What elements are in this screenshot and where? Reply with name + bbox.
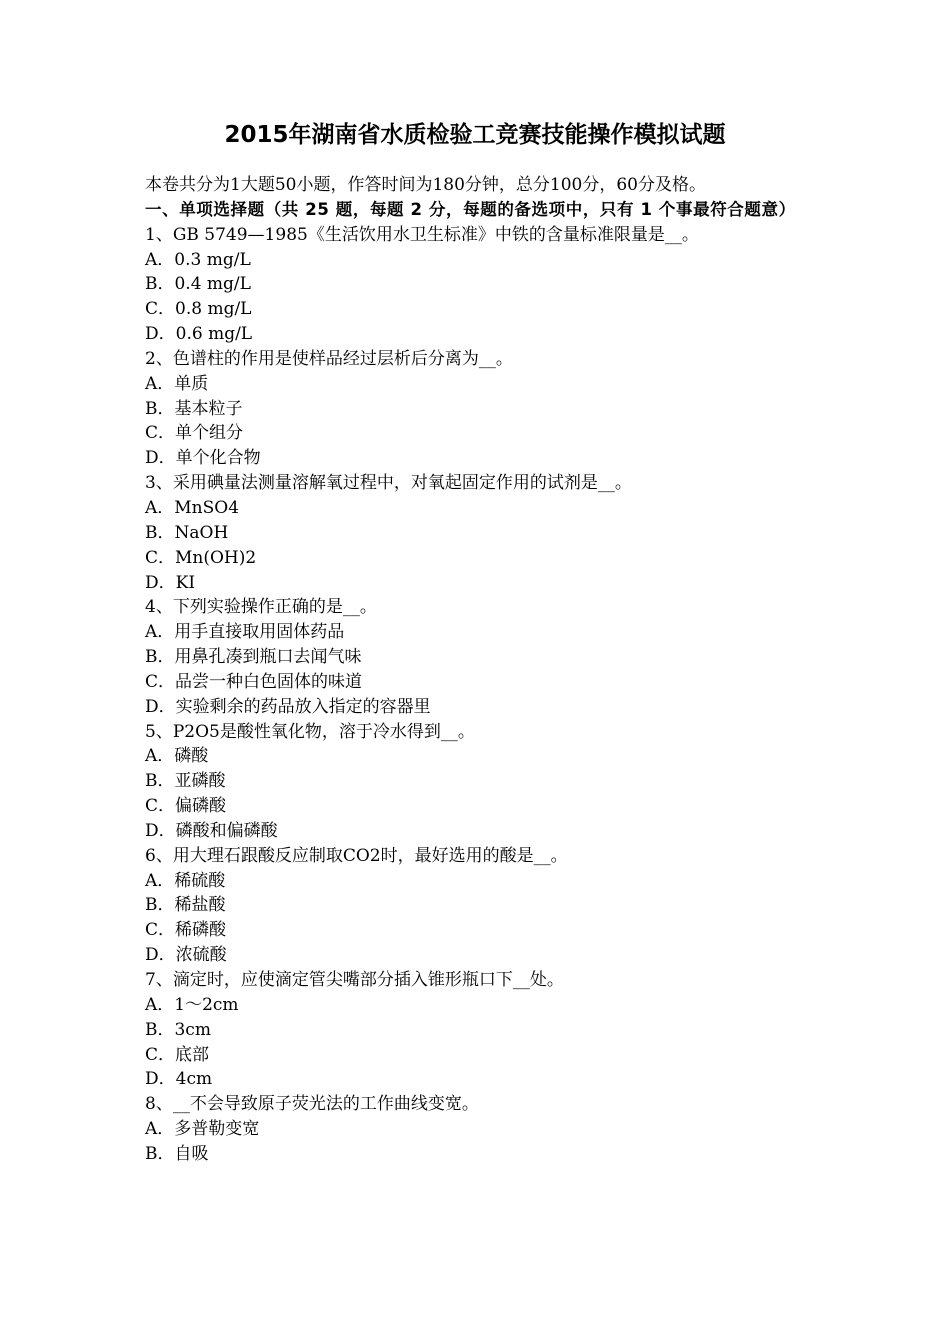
document-title: 2015年湖南省水质检验工竞赛技能操作模拟试题	[224, 122, 726, 148]
answer-option: A．单质	[145, 373, 209, 394]
question-stem: 6、用大理石跟酸反应制取CO2时，最好选用的酸是__。	[145, 845, 568, 866]
answer-option: D．0.6 mg/L	[145, 324, 253, 345]
answer-option: C．稀磷酸	[145, 920, 227, 941]
document-body	[145, 173, 815, 1167]
question-item	[145, 720, 815, 844]
question-stem: 4、下列实验操作正确的是__。	[145, 597, 377, 618]
answer-option: B．NaOH	[145, 522, 229, 543]
answer-option: D．磷酸和偏磷酸	[145, 820, 278, 841]
answer-option: A．1～2cm	[145, 994, 239, 1015]
question-item	[145, 844, 815, 968]
question-item	[145, 223, 815, 347]
answer-option: B．用鼻孔凑到瓶口去闻气味	[145, 647, 362, 668]
answer-option: A．用手直接取用固体药品	[145, 622, 345, 643]
answer-option: C．底部	[145, 1044, 210, 1065]
answer-option: C．品尝一种白色固体的味道	[145, 671, 363, 692]
answer-option: A．稀硫酸	[145, 870, 226, 891]
question-stem: 1、GB 5749—1985《生活饮用水卫生标准》中铁的含量标准限量是__。	[145, 224, 699, 245]
answer-option: A．磷酸	[145, 746, 209, 767]
answer-option: D．4cm	[145, 1069, 213, 1090]
answer-option: D．实验剩余的药品放入指定的容器里	[145, 696, 431, 717]
question-stem: 3、采用碘量法测量溶解氧过程中，对氧起固定作用的试剂是__。	[145, 473, 632, 494]
answer-option: A．0.3 mg/L	[145, 249, 251, 270]
answer-option: B．基本粒子	[145, 398, 243, 419]
question-stem: 8、__不会导致原子荧光法的工作曲线变宽。	[145, 1094, 479, 1115]
question-stem: 7、滴定时，应使滴定管尖嘴部分插入锥形瓶口下__处。	[145, 970, 564, 990]
answer-option: A．MnSO4	[145, 497, 240, 518]
question-item	[145, 471, 815, 595]
answer-option: B．亚磷酸	[145, 771, 226, 792]
answer-option: D．单个化合物	[145, 448, 261, 469]
section-heading: 一、单项选择题（共 25 题，每题 2 分，每题的备选项中，只有 1 个事最符合题意）	[145, 199, 796, 219]
question-item	[145, 968, 815, 1092]
answer-option: B．自吸	[145, 1143, 209, 1164]
question-stem: 2、色谱柱的作用是使样品经过层析后分离为__。	[145, 348, 513, 369]
answer-option: C．0.8 mg/L	[145, 299, 252, 320]
question-stem: 5、P2O5是酸性氧化物，溶于冷水得到__。	[145, 721, 475, 742]
answer-option: C．偏磷酸	[145, 796, 227, 817]
answer-option: C．Mn(OH)2	[145, 547, 257, 568]
question-item	[145, 347, 815, 471]
answer-option: A．多普勒变宽	[145, 1119, 260, 1140]
answer-option: B．0.4 mg/L	[145, 274, 251, 295]
answer-option: C．单个组分	[145, 423, 244, 444]
question-list	[145, 223, 815, 1167]
exam-intro: 本卷共分为1大题50小题，作答时间为180分钟，总分100分，60分及格。	[145, 175, 706, 195]
answer-option: D．KI	[145, 572, 196, 593]
answer-option: B．3cm	[145, 1019, 211, 1040]
question-item	[145, 595, 815, 719]
question-item	[145, 1092, 815, 1167]
answer-option: B．稀盐酸	[145, 895, 226, 916]
answer-option: D．浓硫酸	[145, 945, 227, 966]
